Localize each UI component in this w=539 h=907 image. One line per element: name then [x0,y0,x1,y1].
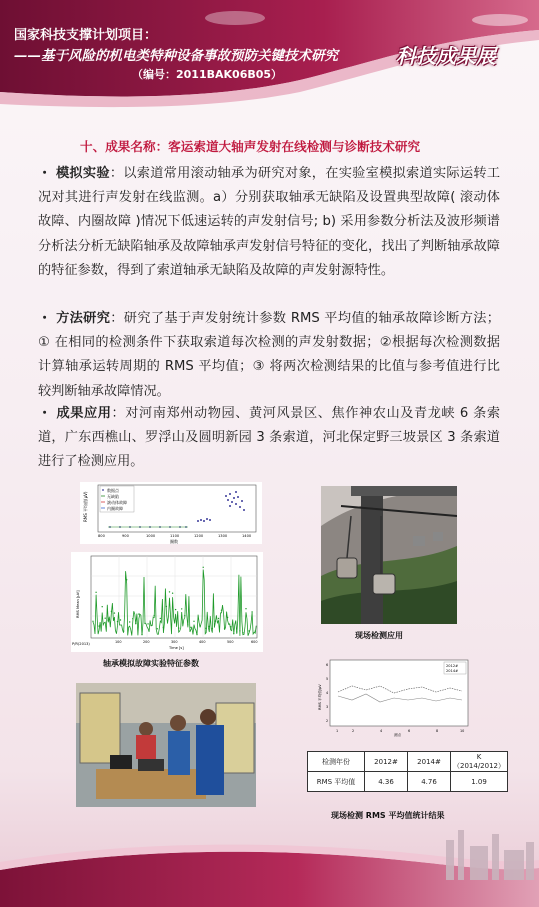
wave-point [105,618,106,619]
wave-point [255,631,256,632]
bullet: ・ [38,166,52,181]
wave-point [218,618,219,619]
wave-point [178,627,179,628]
wave-point [239,630,240,631]
wave-point [187,624,188,625]
table-header-cell: K（2014/2012） [451,752,508,772]
paragraph-application [38,402,500,475]
small-ytick: 3 [326,705,329,709]
small-figure [316,656,472,738]
footer-banner [0,820,539,907]
scatter-xtick: 1200 [194,534,204,538]
wave-point [169,591,170,592]
wave-ylabel: RMS Mean [μV] [76,590,80,618]
wave-point [181,608,182,609]
wave-point [199,625,200,626]
lab-illustration [76,683,256,807]
scatter-legend-0: 数据点 [107,488,119,493]
project-title: ——基于风险的机电类特种设备事故预防关键技术研究 [14,48,338,64]
small-xlabel: 测点 [394,733,402,737]
wave-xtick: 500 [227,640,234,644]
wave-point [154,615,155,616]
wave-point [102,606,103,607]
wave-point [248,630,249,631]
section-title: 十、成果名称：客运索道大轴声发射在线检测与诊断技术研究 [80,139,421,154]
table-cell: 4.76 [408,772,451,792]
small-xtick: 4 [380,729,383,733]
table-header-cell: 检测年份 [308,752,365,772]
wave-point [123,630,124,631]
bullet: ・ [38,311,52,326]
table-header-cell: 2012# [365,752,408,772]
wave-point [108,620,109,621]
table-row-label: RMS 平均值 [308,772,365,792]
table-header-row [308,752,508,772]
project-code: （编号：2011BAK06B05） [132,68,283,81]
wave-point [206,628,207,629]
wave-point [242,632,243,633]
paragraph-method [38,307,500,404]
rms-table [307,751,508,792]
paragraph-label: 模拟实验 [55,166,110,181]
table-cell: 4.36 [365,772,408,792]
scatter-xtick: 1300 [218,534,228,538]
small-xtick: 8 [436,729,439,733]
wave-point [236,631,237,632]
paragraph-text: ：研究了基于声发射统计参数 RMS 平均值的轴承故障诊断方法；① 在相同的检测条件下获取索道每次检测的声发射数据；②根据每次检测数据计算轴承运转周期的 RMS 平均值；③ 将两次检测结果的比值与参考值进行比较判断轴承故障情况。 [38,311,500,399]
wave-point [251,611,252,612]
wave-xlabel: Time [s] [169,646,184,650]
paragraph-simulation [38,162,500,283]
scatter-legend-2: 滚动体故障 [107,500,127,505]
scatter-legend-1: 无缺陷 [107,494,119,499]
wave-point [160,618,161,619]
caption-field: 现场检测应用 [355,631,403,640]
wave-point [203,567,204,568]
wave-point [120,619,121,620]
small-xtick: 10 [460,729,465,733]
scatter-xlabel: 圈数 [170,539,178,544]
small-xtick: 2 [352,729,355,733]
wave-point [92,621,93,622]
paragraph-label: 方法研究 [56,311,111,326]
wave-point [209,626,210,627]
paragraph-text: ：对河南郑州动物园、黄河风景区、焦作神农山及青龙峡 6 条索道，广东西樵山、罗浮山及圆明新园 3 条索道，河北保定野三坡景区 3 条索道进行了检测应用。 [38,406,501,470]
small-legend-1: 2014# [446,669,459,673]
paragraph-text: ：以索道常用滚动轴承为研究对象，在实验室模拟索道实际运转工况对其进行声发射在线监测。a）分别获取轴承无缺陷及设置典型故障( 滚动体故障、内圈故障 )情况下低速运转的声发射信号; b) 采用参数分析法及波形频谱分析法分析无缺陷轴承及故障轴承声发射信号特征的变化，找出了判断轴承故障的特征参数，得到了索道轴承无缺陷及故障的声发射源特性。 [38,166,501,278]
wave-point [166,606,167,607]
wave-point [117,621,118,622]
wave-point [98,625,99,626]
wave-point [163,627,164,628]
scatter-xtick: 1100 [170,534,180,538]
wave-corner: P/R(2013) [72,642,90,646]
scatter-chart [80,482,262,544]
small-ytick: 4 [326,691,329,695]
scatter-figure [80,482,262,544]
scatter-ylabel: RMS 平均值(μV) [83,491,88,522]
scatter-legend-3: 内圈故障 [107,506,123,511]
wave-point [175,609,176,610]
wave-figure [71,552,263,652]
wave-point [224,628,225,629]
wave-point [193,621,194,622]
scatter-xtick: 900 [122,534,129,538]
caption-stats: 现场检测 RMS 平均值统计结果 [331,811,445,820]
small-ylabel: RMS 平均值/μV [318,684,322,710]
small-chart [316,656,472,738]
small-ytick: 2 [326,719,329,723]
wave-point [141,634,142,635]
wave-point [157,628,158,629]
wave-xtick: 600 [251,640,258,644]
lab-photo [76,683,256,807]
brand-logo-text: 科技成果展 [396,44,496,68]
ropeway-illustration [321,486,457,624]
wave-point [230,626,231,627]
wave-point [227,617,228,618]
scatter-xtick: 1000 [146,534,156,538]
wave-point [215,620,216,621]
wave-point [129,621,130,622]
wave-point [126,579,127,580]
wave-point [172,593,173,594]
wave-xtick: 200 [143,640,150,644]
table-cell: 1.09 [451,772,508,792]
wave-point [196,634,197,635]
small-ytick: 6 [326,663,329,667]
small-legend-0: 2012# [446,664,459,668]
wave-xtick: 300 [171,640,178,644]
wave-xtick: 400 [199,640,206,644]
wave-point [135,623,136,624]
wave-point [233,633,234,634]
wave-point [150,625,151,626]
scatter-xtick: 1400 [242,534,252,538]
wave-point [138,613,139,614]
caption-simulation: 轴承模拟故障实验特征参数 [103,659,199,668]
wave-point [147,623,148,624]
wave-point [95,592,96,593]
ropeway-photo [321,486,457,624]
paragraph-label: 成果应用 [56,406,112,421]
wave-chart [71,552,263,652]
wave-point [144,623,145,624]
table-header-cell: 2014# [408,752,451,772]
wave-point [132,618,133,619]
wave-xtick: 100 [115,640,122,644]
table-row [308,772,508,792]
wave-point [190,627,191,628]
wave-point [221,610,222,611]
wave-point [111,611,112,612]
scatter-xtick: 800 [98,534,105,538]
wave-point [114,612,115,613]
wave-point [245,608,246,609]
small-ytick: 5 [326,677,329,681]
small-xtick: 6 [408,729,411,733]
wave-point [184,615,185,616]
bullet: ・ [38,406,52,421]
wave-point [212,628,213,629]
small-xtick: 1 [336,729,339,733]
project-label: 国家科技支撑计划项目： [14,28,158,43]
